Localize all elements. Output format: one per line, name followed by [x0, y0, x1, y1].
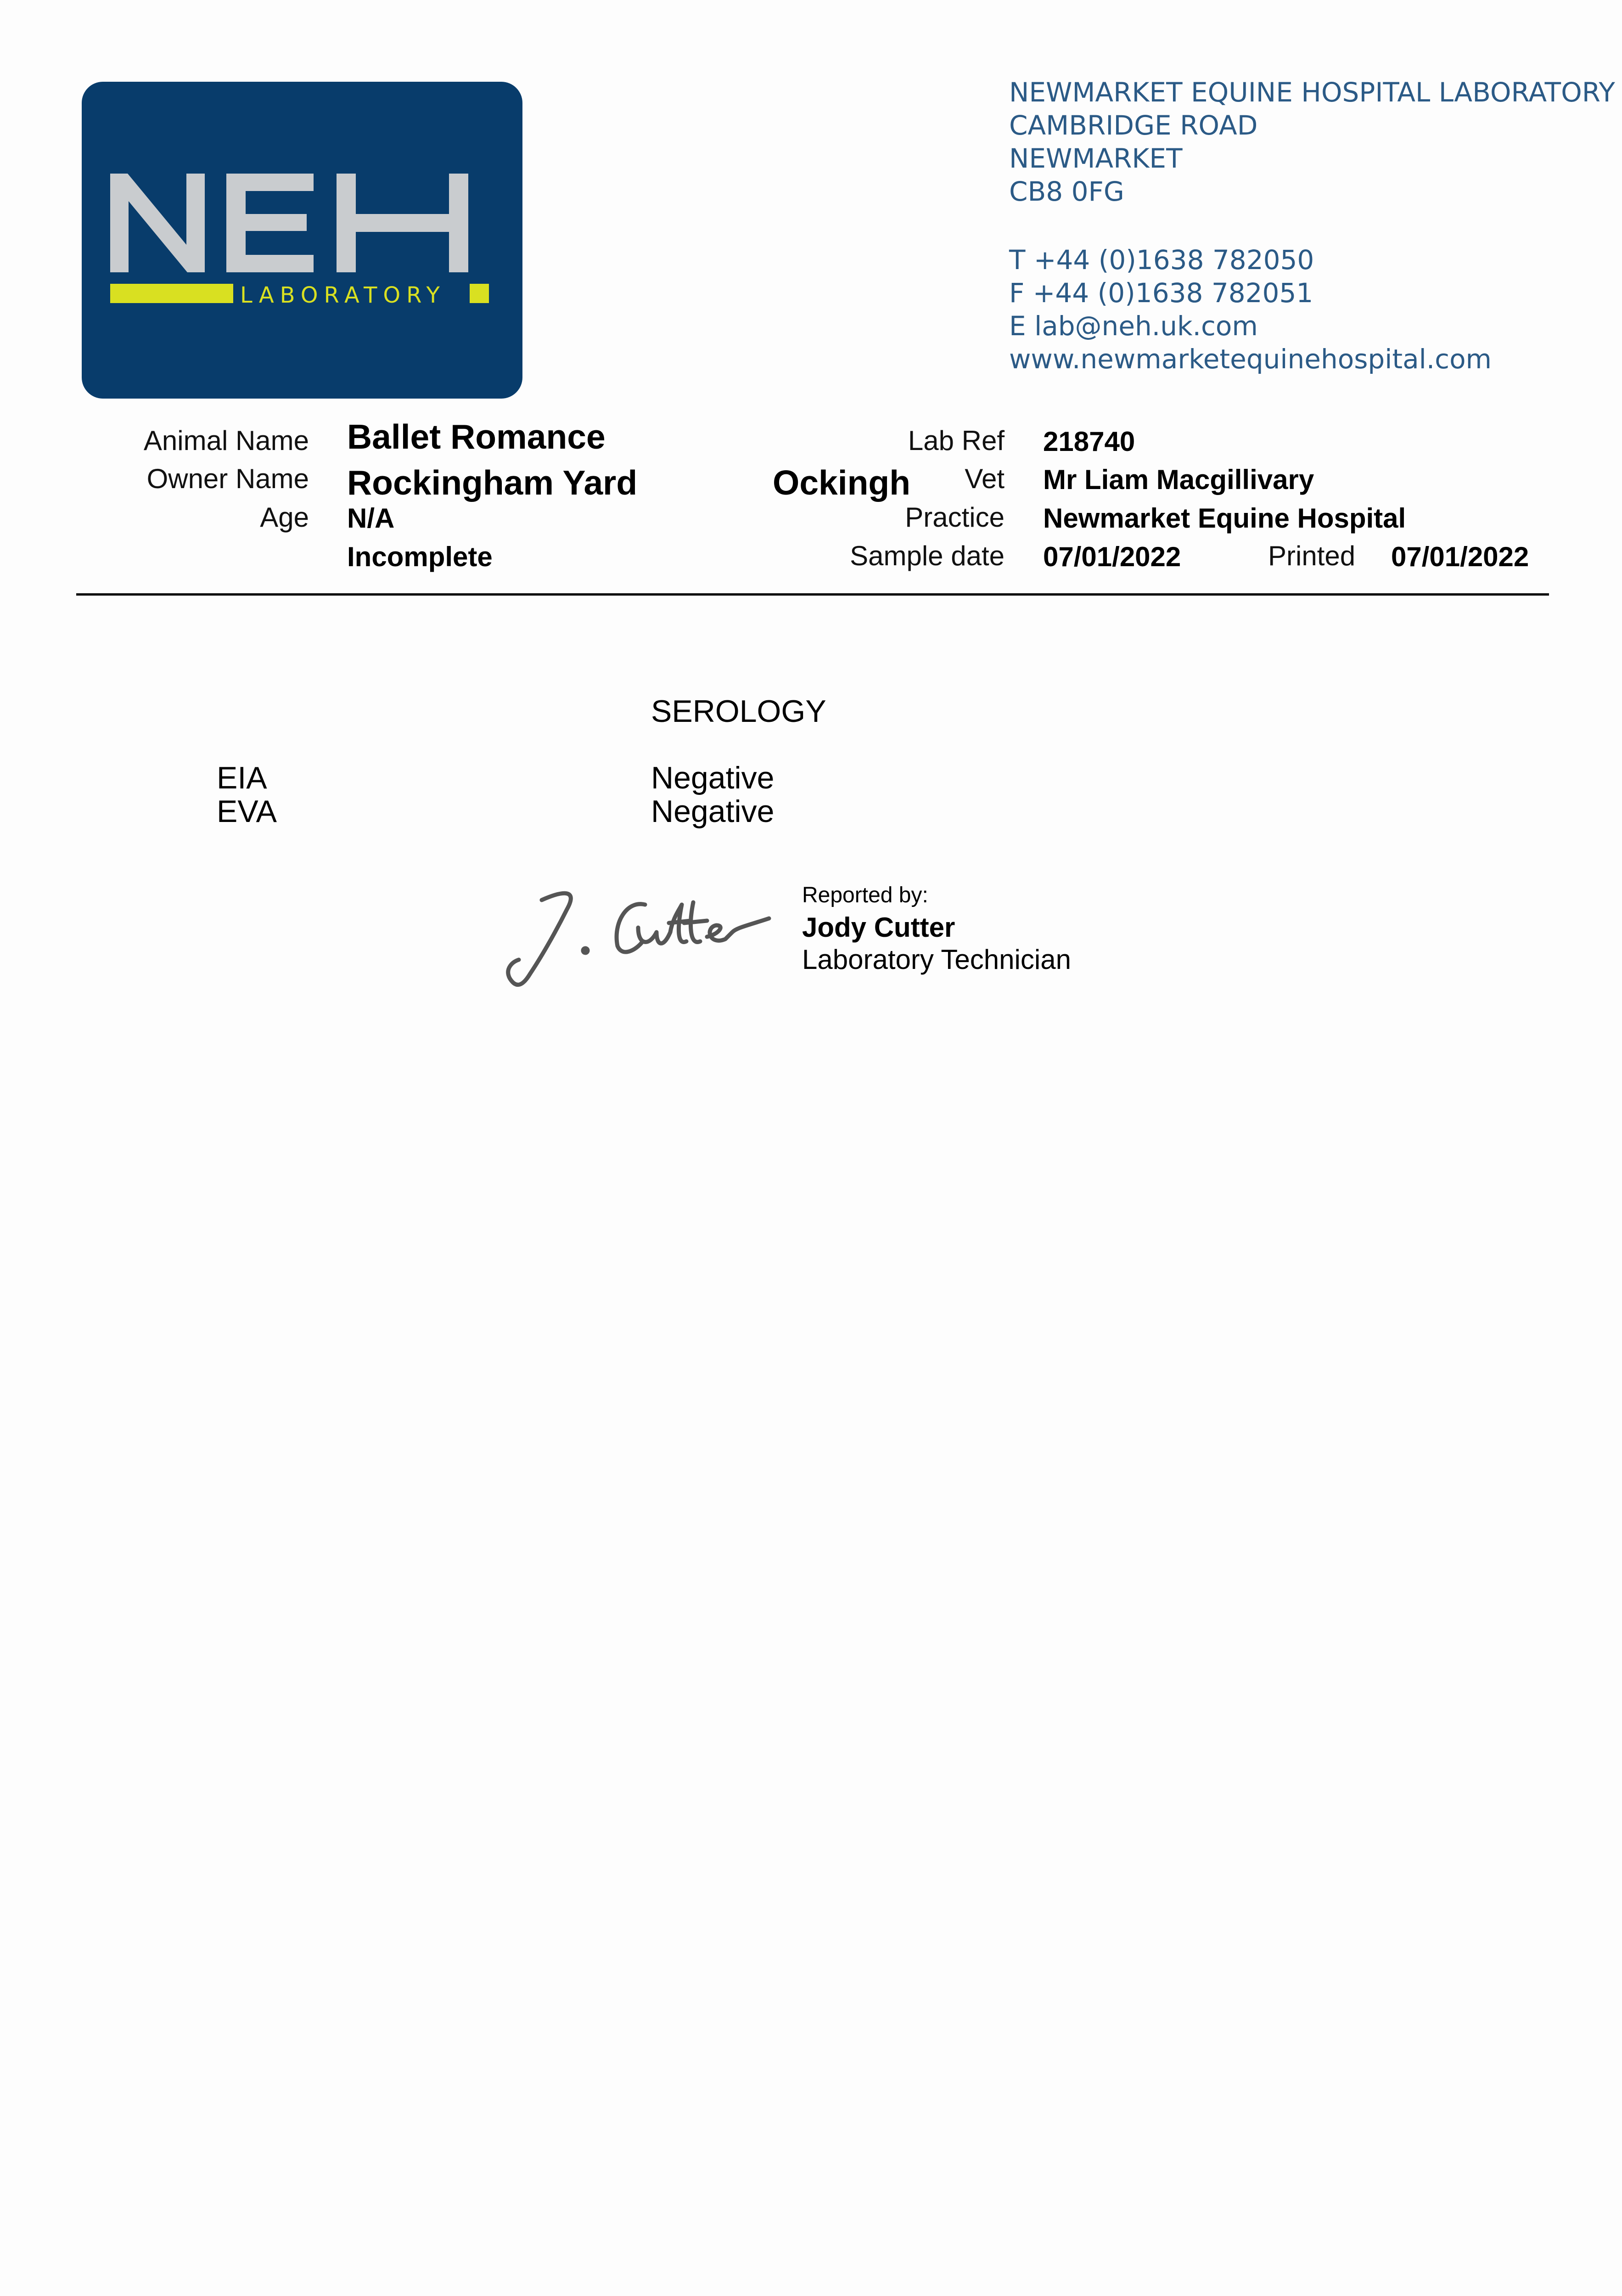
animal-name-label: Animal Name [143, 425, 309, 456]
owner-name-value: Rockingham Yard [347, 463, 638, 502]
age-value: N/A [347, 503, 395, 534]
reporter-name: Jody Cutter [802, 912, 955, 943]
lab-address [1009, 76, 1615, 208]
website-url: www.newmarketequinehospital.com [1009, 343, 1492, 375]
printed-value: 07/01/2022 [1391, 541, 1529, 572]
vet-value: Mr Liam Macgillivary [1043, 464, 1314, 495]
section-title: SEROLOGY [651, 694, 826, 729]
header-divider [76, 593, 1549, 596]
signature-image [498, 882, 774, 1001]
owner-name-fragment: Ockingh [773, 463, 911, 502]
email-address: E lab@neh.uk.com [1009, 310, 1258, 342]
phone-number: T +44 (0)1638 782050 [1009, 244, 1314, 276]
test-result: Negative [651, 760, 775, 795]
printed-label: Printed [1268, 540, 1356, 571]
lab-ref-value: 218740 [1043, 426, 1135, 457]
logo-subtitle: LABORATORY [240, 282, 446, 308]
owner-name-label: Owner Name [146, 463, 309, 494]
address-line: CAMBRIDGE ROAD [1009, 110, 1258, 141]
report-status: Incomplete [347, 541, 493, 572]
practice-label: Practice [905, 502, 1005, 533]
lab-ref-label: Lab Ref [908, 425, 1005, 456]
address-line: NEWMARKET EQUINE HOSPITAL LABORATORY [1009, 77, 1615, 108]
reporter-title: Laboratory Technician [802, 944, 1071, 975]
vet-label: Vet [965, 463, 1005, 494]
logo-graphic [82, 82, 522, 399]
fax-number: F +44 (0)1638 782051 [1009, 277, 1313, 309]
test-name: EVA [217, 794, 277, 829]
test-result: Negative [651, 794, 775, 829]
lab-contact [1009, 243, 1492, 376]
address-line: NEWMARKET [1009, 143, 1183, 174]
sample-date-label: Sample date [850, 540, 1005, 571]
reported-by-label: Reported by: [802, 883, 928, 907]
test-name: EIA [217, 760, 267, 795]
age-label: Age [260, 502, 309, 533]
sample-date-value: 07/01/2022 [1043, 541, 1181, 572]
neh-laboratory-logo [82, 82, 522, 399]
practice-value: Newmarket Equine Hospital [1043, 503, 1406, 534]
animal-name-value: Ballet Romance [347, 417, 606, 456]
address-line: CB8 0FG [1009, 176, 1124, 207]
